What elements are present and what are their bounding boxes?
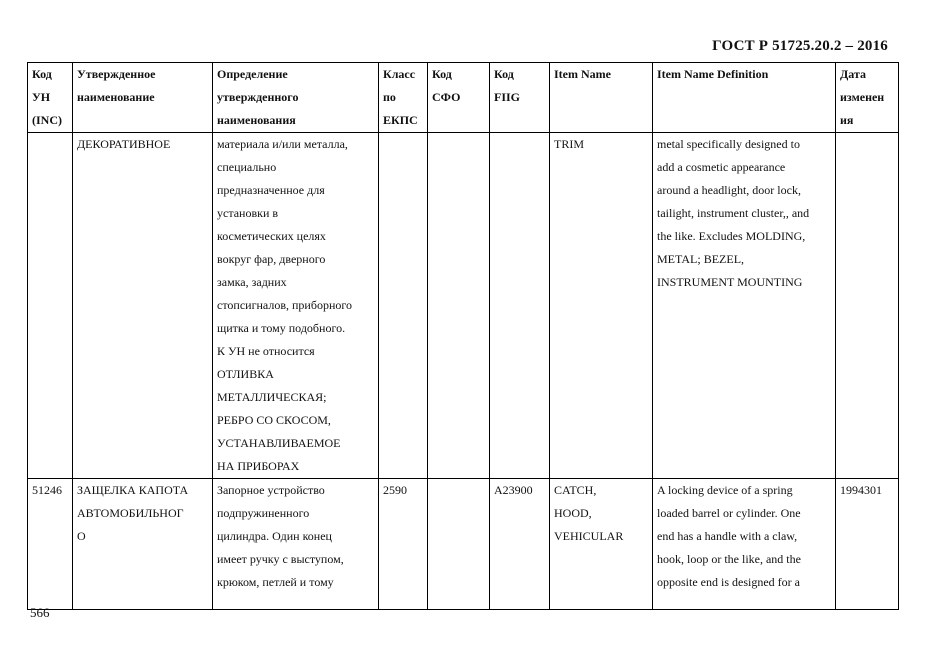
table-header-row	[28, 63, 899, 133]
cell-name: ЗАЩЕЛКА КАПОТА АВТОМОБИЛЬНОГ О	[73, 479, 213, 610]
document-title: ГОСТ Р 51725.20.2 – 2016	[712, 38, 888, 54]
cell-sfo	[428, 133, 490, 479]
cell-code	[28, 133, 73, 479]
cell-class: 2590	[379, 479, 428, 610]
header-item-name: Item Name	[550, 63, 653, 133]
header-class-ekps: Класс по ЕКПС	[379, 63, 428, 133]
cell-sfo	[428, 479, 490, 610]
header-definition: Определение утвержденного наименования	[213, 63, 379, 133]
header-item-name-definition: Item Name Definition	[653, 63, 836, 133]
header-approved-name: Утвержденное наименование	[73, 63, 213, 133]
cell-code: 51246	[28, 479, 73, 610]
cell-item-name: CATCH, HOOD, VEHICULAR	[550, 479, 653, 610]
cell-item-definition: A locking device of a spring loaded barrel or cylinder. One end has a handle with a claw, hook, loop or the like, and the opposite end is designed for a	[653, 479, 836, 610]
cell-date	[836, 133, 899, 479]
header-change-date: Дата изменен ия	[836, 63, 899, 133]
cell-class	[379, 133, 428, 479]
table-row	[28, 479, 899, 610]
page-number: 566	[30, 605, 50, 620]
header-code-fiig: Код FIIG	[490, 63, 550, 133]
cell-name: ДЕКОРАТИВНОЕ	[73, 133, 213, 479]
cell-date: 1994301	[836, 479, 899, 610]
cell-fiig: A23900	[490, 479, 550, 610]
table-row	[28, 133, 899, 479]
cell-item-definition: metal specifically designed to add a cosmetic appearance around a headlight, door lock, tailight, instrument cluster,, and the like. Excludes MOLDING, METAL; BEZEL, INSTRUMENT MOUNTING	[653, 133, 836, 479]
cell-definition: Запорное устройство подпружиненного цилиндра. Один конец имеет ручку с выступом, крюком, петлей и тому	[213, 479, 379, 610]
cell-fiig	[490, 133, 550, 479]
catalog-table	[27, 62, 899, 610]
cell-item-name: TRIM	[550, 133, 653, 479]
cell-definition: материала и/или металла, специально предназначенное для установки в косметических целях вокруг фар, дверного замка, задних стопсигналов, приборного щитка и тому подобного. К УН не относится ОТЛИВКА МЕТАЛЛИЧЕСКАЯ; РЕБРО СО СКОСОМ, УСТАНАВЛИВАЕМОЕ НА ПРИБОРАХ	[213, 133, 379, 479]
header-code-sfo: Код СФО	[428, 63, 490, 133]
header-code-un: Код УН (INC)	[28, 63, 73, 133]
